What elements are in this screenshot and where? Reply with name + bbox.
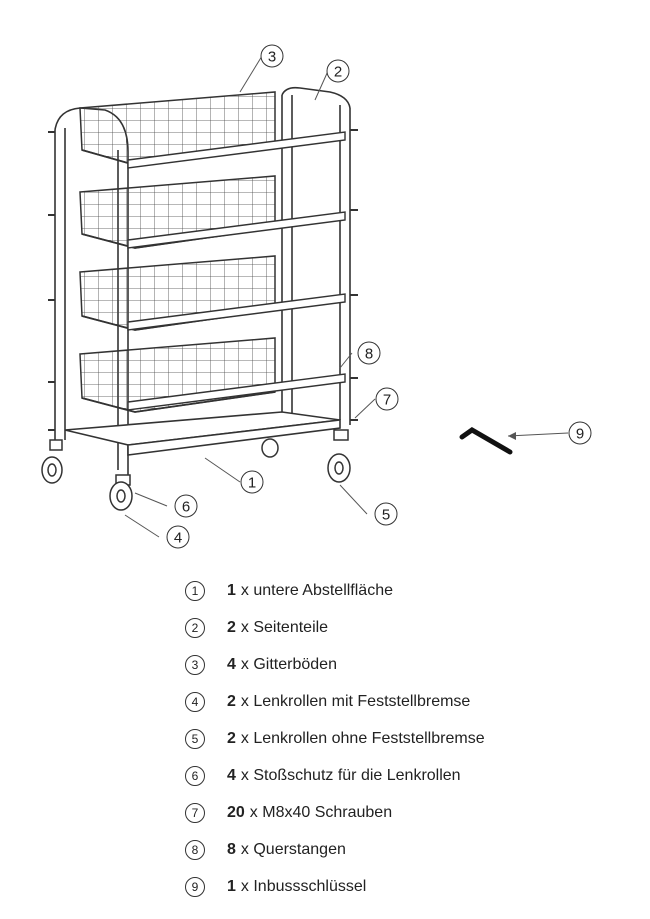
part-description: x Lenkrollen ohne Feststellbremse: [240, 729, 485, 747]
part-description: x Querstangen: [240, 840, 346, 858]
svg-text:1: 1: [247, 474, 257, 492]
callout-5: [375, 503, 397, 525]
svg-text:5: 5: [381, 506, 391, 524]
part-quantity: 20: [227, 803, 245, 821]
caster: [42, 440, 62, 483]
part-quantity: 1: [227, 877, 236, 895]
part-number-badge: 9: [185, 877, 205, 897]
callout-3: [261, 45, 283, 67]
parts-list-item: [185, 572, 625, 609]
callout-4: [167, 526, 189, 548]
svg-text:9: 9: [575, 425, 585, 443]
parts-list-item: [185, 720, 625, 757]
parts-list-item: [185, 831, 625, 868]
parts-list-item: [185, 683, 625, 720]
part-quantity: 2: [227, 618, 236, 636]
part-description: x untere Abstellfläche: [240, 581, 393, 599]
part-quantity: 2: [227, 692, 236, 710]
part-quantity: 8: [227, 840, 236, 858]
part-number-badge: 4: [185, 692, 205, 712]
parts-list-item: [185, 757, 625, 794]
part-number-badge: 3: [185, 655, 205, 675]
svg-text:2: 2: [333, 63, 343, 81]
callout-1: [241, 471, 263, 493]
callout-7: [376, 388, 398, 410]
lower-shelf: [65, 412, 340, 455]
parts-list-item: [185, 609, 625, 646]
callout-9: [569, 422, 591, 444]
part-number-badge: 7: [185, 803, 205, 823]
part-description: x Inbussschlüssel: [240, 877, 367, 895]
part-description: x Stoßschutz für die Lenkrollen: [240, 766, 461, 784]
callout-2: [327, 60, 349, 82]
part-quantity: 2: [227, 729, 236, 747]
part-number-badge: 2: [185, 618, 205, 638]
part-description: x M8x40 Schrauben: [249, 803, 393, 821]
part-description: x Gitterböden: [240, 655, 337, 673]
caster: [328, 430, 350, 482]
part-description: x Lenkrollen mit Feststellbremse: [240, 692, 471, 710]
svg-text:3: 3: [267, 48, 277, 66]
part-quantity: 4: [227, 655, 236, 673]
callout-6: [175, 495, 197, 517]
svg-text:8: 8: [364, 345, 374, 363]
parts-list-item: [185, 646, 625, 683]
parts-list: [185, 572, 625, 905]
arrow-head: [508, 432, 516, 440]
callout-8: [358, 342, 380, 364]
part-number-badge: 5: [185, 729, 205, 749]
svg-text:7: 7: [382, 391, 392, 409]
caster: [110, 475, 132, 510]
caster: [262, 439, 278, 457]
allen-key-icon: [462, 430, 510, 452]
part-description: x Seitenteile: [240, 618, 329, 636]
svg-text:6: 6: [181, 498, 191, 516]
part-number-badge: 1: [185, 581, 205, 601]
part-number-badge: 6: [185, 766, 205, 786]
part-quantity: 4: [227, 766, 236, 784]
part-number-badge: 8: [185, 840, 205, 860]
part-quantity: 1: [227, 581, 236, 599]
parts-list-item: [185, 794, 625, 831]
svg-text:4: 4: [173, 529, 183, 547]
parts-list-item: [185, 868, 625, 905]
